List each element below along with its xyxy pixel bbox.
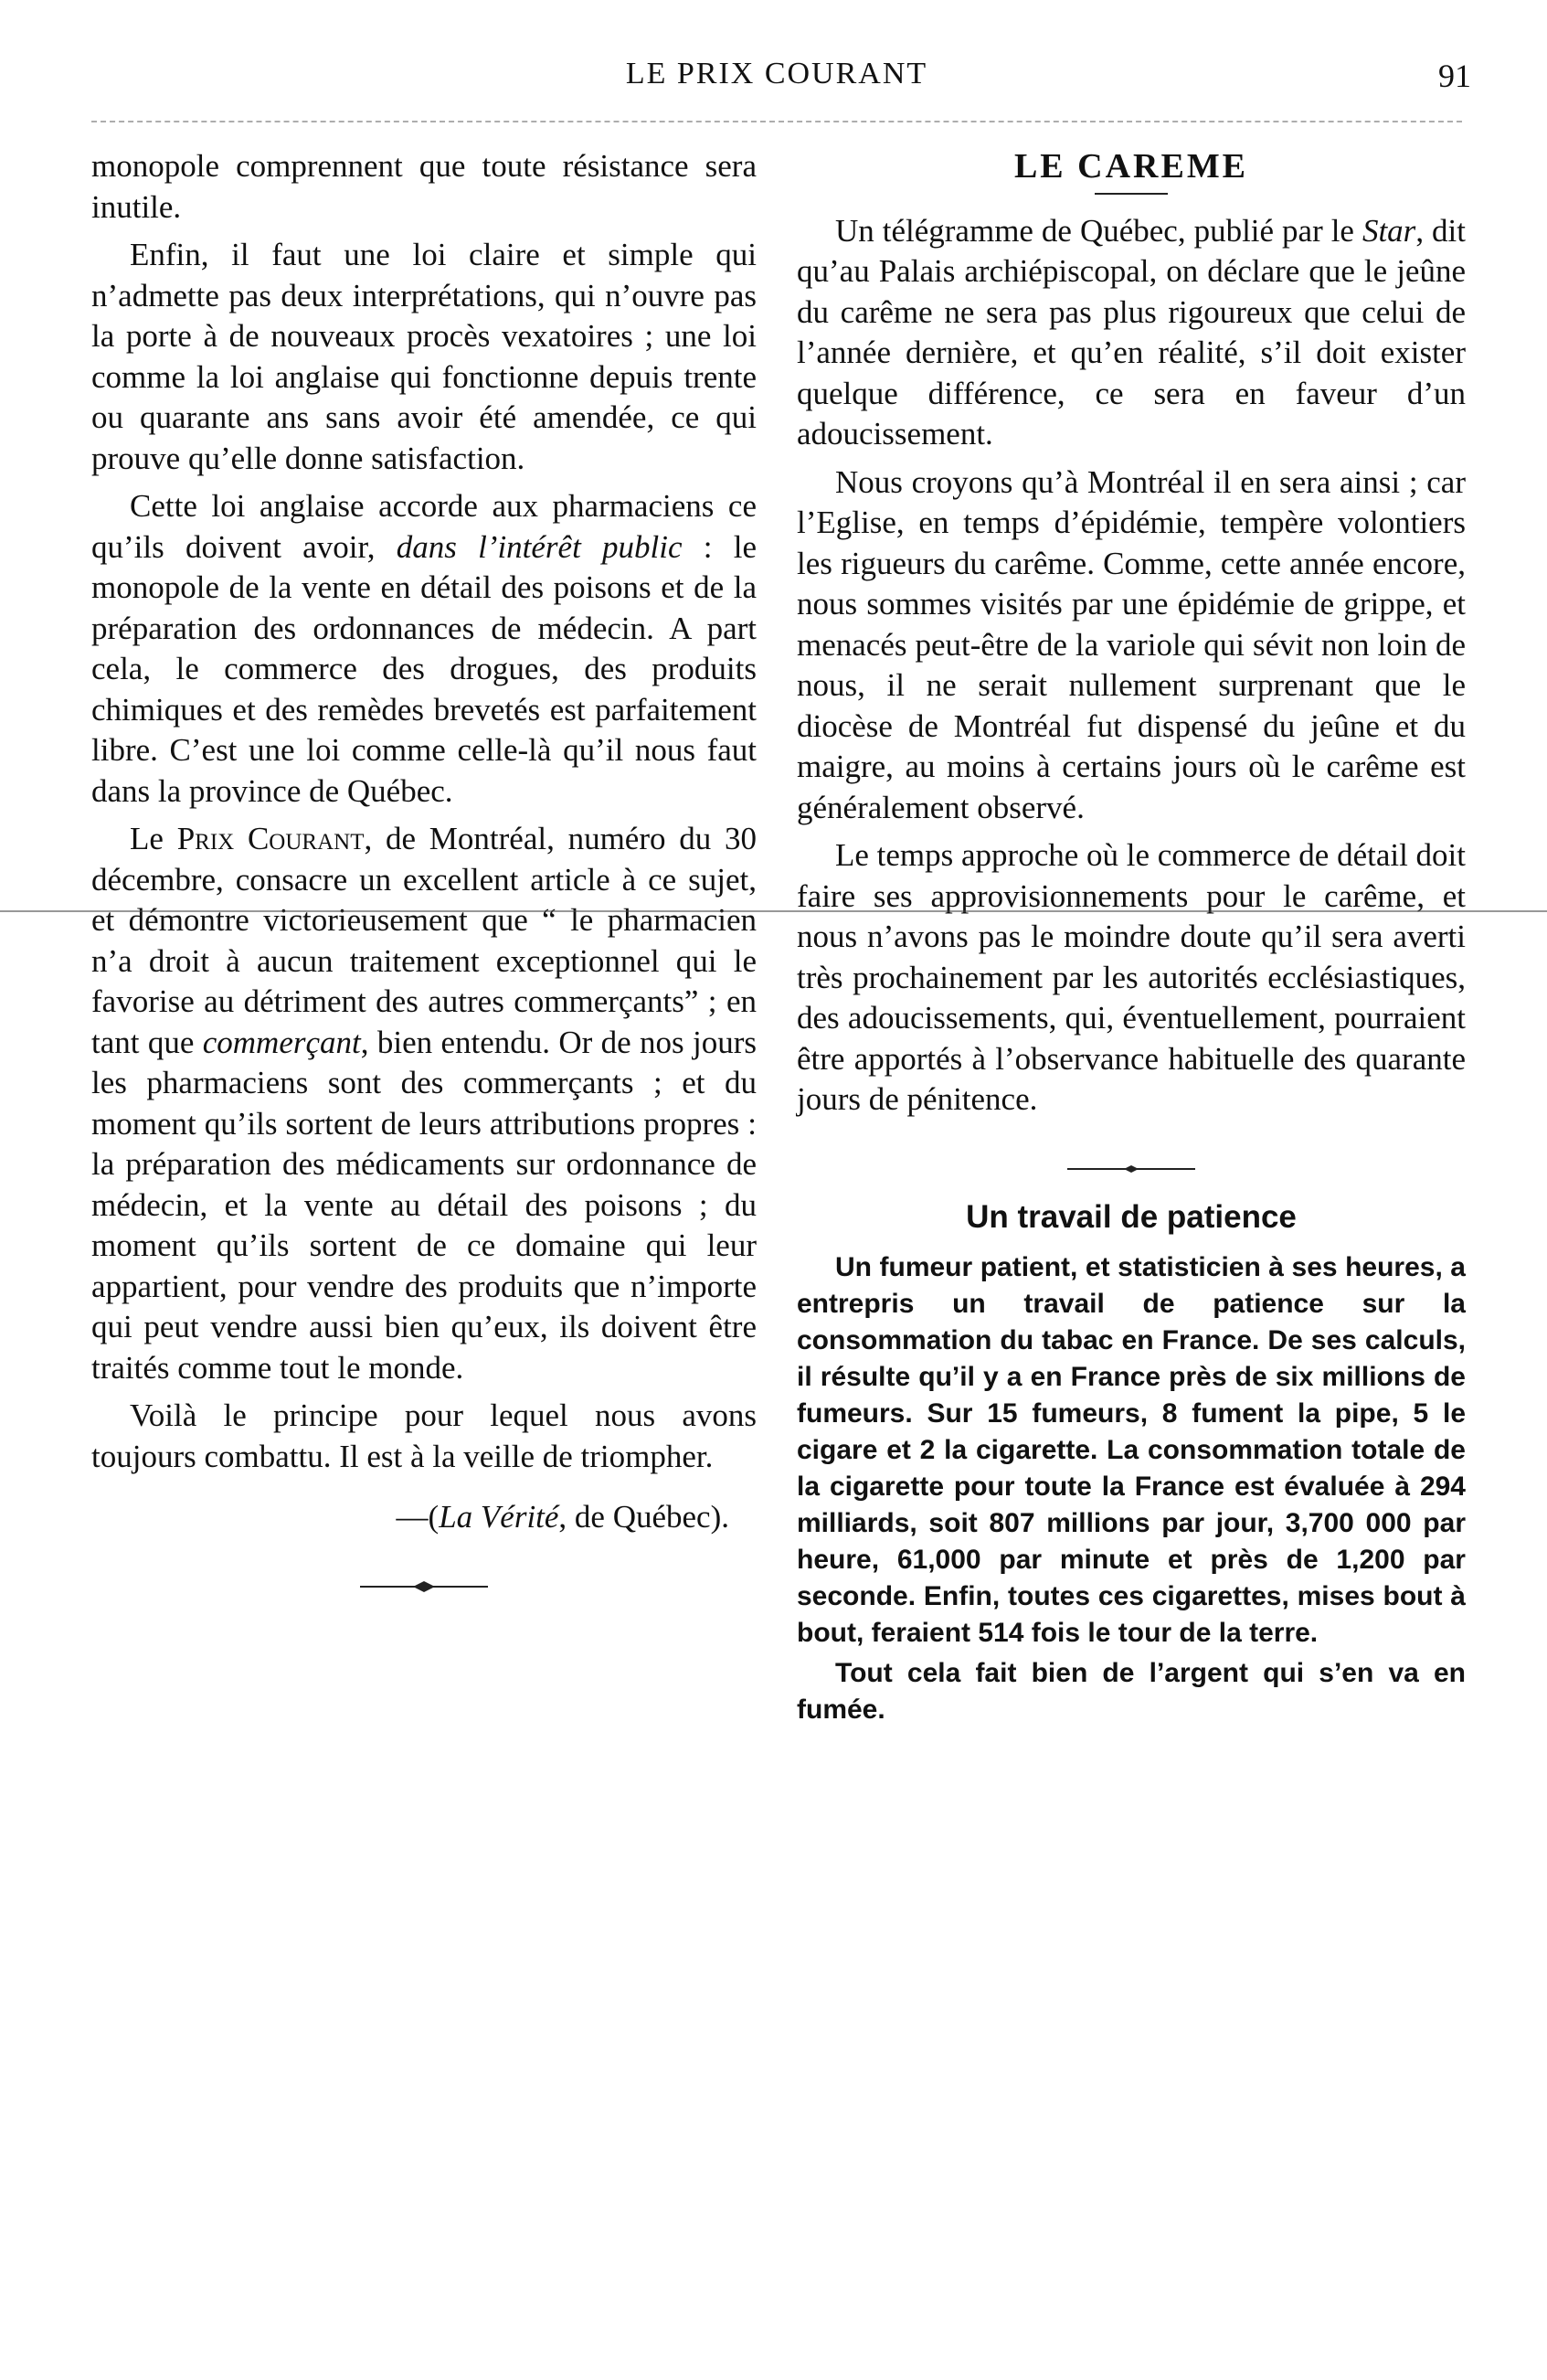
right-column: [797, 146, 1466, 1728]
ornament-rule-icon: [1067, 1160, 1195, 1178]
left-paragraph-4: [91, 819, 757, 1388]
signature-text-b: , de Québec).: [558, 1499, 729, 1535]
left-paragraph-2: Enfin, il faut une loi claire et simple qui n’admette pas deux interprétations, qui n’ouvre pas la porte à de nouveaux procès vexatoires ; une loi comme la loi anglaise qui fonctionne depuis trente ou quarante ans sans avoir été amendée, ce qui prouve qu’elle donne satisfaction.: [91, 237, 757, 476]
right-p1-text-b: , dit qu’au Palais archiépiscopal, on déclare que le jeûne du carême ne sera pas plus rigoureux que celui de l’année dernière, et qu’en réalité, s’il doit exister quelque différence, ce sera en faveur d’un adoucissement.: [797, 212, 1466, 452]
right-paragraph-4: Un fumeur patient, et statisticien à ses heures, a entrepris un travail de patience sur la consommation du tabac en France. De ses calculs, il résulte qu’il y a en France près de six millions de fumeurs. Sur 15 fumeurs, 8 fument la pipe, 5 le cigare et 2 la cigarette. La consommation totale de la cigarette pour toute la France est évaluée à 294 milliards, soit 807 millions par jour, 3,700 000 par heure, 61,000 par minute et près de 1,200 par seconde. Enfin, toutes ces cigarettes, mises bout à bout, feraient 514 fois le tour de la terre.: [797, 1251, 1466, 1648]
right-paragraph-1: [797, 211, 1466, 455]
left-p3-text-b: : le monopole de la vente en détail des poisons et de la préparation des ordonnances de médecin. A part cela, le commerce des drogues, des produits chimiques et des remèdes brevetés est parfaitement libre. C’est une loi comme celle-là qu’il nous faut dans la province de Québec.: [91, 528, 758, 809]
left-p4-text-b: , de Montréal, numéro du 30 décembre, consacre un excellent article à ce sujet, et démontre victorieusement que “ le pharmacien n’a droit à aucun traitement exceptionnel qui le favorise au détriment des autres commerçants” ; en tant que: [91, 821, 758, 1060]
page-header: [82, 57, 1471, 102]
page-number: 91: [1438, 58, 1471, 94]
signature-text-a: —(: [396, 1499, 440, 1535]
left-p4-smallcaps: Prix Courant: [176, 821, 365, 856]
left-paragraph-3: [91, 486, 757, 812]
article-heading-careme: LE CAREME: [1013, 147, 1249, 186]
section-ornament: [797, 1148, 1466, 1189]
article-heading-patience: Un travail de patience: [966, 1199, 1297, 1235]
right-p1-text-a: Un télégramme de Québec, publié par le: [835, 212, 1354, 249]
page-crease-line: [0, 910, 1547, 912]
signature-italic: La Vérité: [439, 1499, 559, 1535]
patience-article-body: [797, 1249, 1466, 1728]
header-rule: [91, 121, 1462, 122]
left-p4-text-a: Le: [130, 821, 164, 856]
running-title: LE PRIX COURANT: [625, 57, 928, 90]
right-paragraph-5: Tout cela fait bien de l’argent qui s’en va en fumée.: [797, 1657, 1466, 1725]
left-column: [91, 146, 757, 1615]
left-paragraph-5: Voilà le principe pour lequel nous avons toujours combattu. Il est à la veille de triompher.: [91, 1397, 757, 1474]
end-ornament-left: [91, 1566, 757, 1607]
left-p4-text-c: , bien entendu. Or de nos jours les pharmaciens sont des commerçants ; et du moment qu’ils sortent de leurs attributions propres : la préparation des médicaments sur ordonnance de médecin, et la vente au détail des poisons ; du moment qu’ils sortent de ce domaine qui leur appartient, pour vendre des produits que n’importe qui peut vendre aussi bien qu’eux, ils doivent être traités comme tout le monde.: [91, 1024, 757, 1386]
left-p4-italic: commerçant: [202, 1024, 361, 1060]
heading-rule: [1095, 193, 1168, 195]
ornament-rule-icon: [360, 1578, 488, 1596]
right-paragraph-2: Nous croyons qu’à Montréal il en sera ainsi ; car l’Eglise, en temps d’épidémie, tempère volontiers les rigueurs du carême. Comme, cette année encore, nous sommes visités par une épidémie de grippe, et menacés peut-être de la variole qui sévit non loin de nous, il ne serait nullement surprenant que le diocèse de Montréal fut dispensé du jeûne et du maigre, au moins à certains jours où le carême est généralement observé.: [797, 463, 1466, 825]
left-p3-text-a: Cette loi anglaise accorde aux pharmaciens ce qu’ils doivent avoir,: [91, 488, 757, 565]
source-signature: [91, 1497, 757, 1538]
right-p1-italic: Star: [1362, 212, 1416, 249]
left-p3-italic: dans l’intérêt public: [396, 528, 683, 565]
right-paragraph-3: Le temps approche où le commerce de détail doit faire ses approvisionnements pour le carême, et nous n’avons pas le moindre doute qu’il sera averti très prochainement par les autorités ecclésiastiques, des adoucissements, qui, éventuellement, pourraient être apportés à l’observance habituelle des quarante jours de pénitence.: [797, 837, 1467, 1117]
left-paragraph-1: monopole comprennent que toute résistance sera inutile.: [91, 148, 757, 225]
